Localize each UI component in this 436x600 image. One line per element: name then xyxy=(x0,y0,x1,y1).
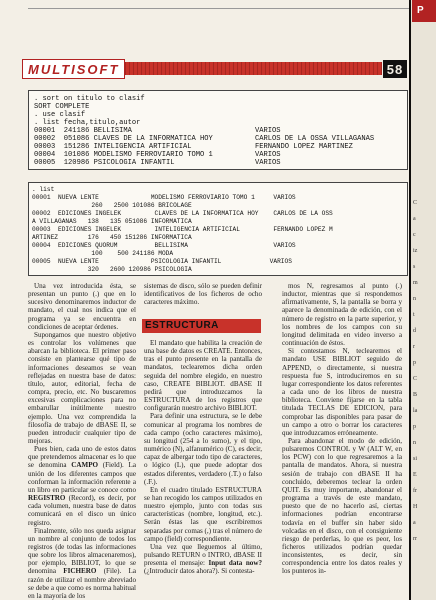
facing-page-fragment: t xyxy=(413,312,415,318)
paragraph: El mandato que habilita la creación de una base de datos es CREATE. Entonces, tras el punto presente en la pantalla de mandatos, teclearemos dicha orden seguida del nombre elegido, en nuestro caso, CREATE BIBLIOT. dBASE II pedirá que introduzcamos la ESTRUCTURA de los registros que configurarán nuestro archivo BIBLIOT. xyxy=(144,339,262,413)
facing-page-fragment: n xyxy=(413,296,416,302)
column-3 xyxy=(282,282,402,576)
listing-1-line: 00005 120986 PSICOLOGIA INFANTIL xyxy=(34,159,175,167)
listing-1-line: 00001 241186 BELLISIMA xyxy=(34,127,132,135)
listing-1-line: 00002 051086 CLAVES DE LA INFORMATICA HOY xyxy=(34,135,213,143)
page-number: 58 xyxy=(386,61,404,77)
paragraph: Para abandonar el modo de edición, pulsaremos CONTROL y W (ALT W, en los PCW) con lo que regresaremos a la pantalla de mandatos. Ahora, si nuestra sesión de trabajo con dBASE II ha concluido, deberemos teclear la orden QUIT. Es muy importante, abandonar el programa a través de este mandato, puesto que de no hacerlo así, ciertas informaciones podrían encontrarse todavía en el buffer sin haber sido volcadas en el disco, con el consiguiente riesgo de perderlas, lo que es peor, los ficheros utilizados podrían quedar inconsistentes, es decir, sin correspondencia entre los datos reales y los punteros in- xyxy=(282,436,402,576)
paragraph: Si contestamos N, teclearemos el mandato USE BIBLIOT seguido de APPEND, o directamente, si nuestra respuesta fue S, introduciremos en su lugar correspondiente los datos referentes a cada uno de los libros de nuestra biblioteca. Conviene fijarse en la tabla titulada TECLAS DE EDICION, para comprobar las disponibles para pasar de un campo a otro o borrar los caracteres que introduzcamos erróneamente. xyxy=(282,347,402,437)
facing-page-fragment: E xyxy=(413,472,417,478)
facing-page-fragment: si xyxy=(413,456,418,462)
facing-page-fragment: p xyxy=(413,360,416,366)
listing-2-line: 320 2600 120986 PSICOLOGIA xyxy=(32,266,192,273)
listing-2-line: ARTINEZ 176 450 151286 INFORMATICA xyxy=(32,234,192,241)
listing-1-line: . list fecha,titulo,autor xyxy=(34,119,141,127)
facing-page-fragment: a xyxy=(413,520,416,526)
listing-box-1 xyxy=(28,90,408,170)
listing-1-line: CARLOS DE LA OSSA VILLAGANAS xyxy=(255,135,375,143)
top-rule xyxy=(28,8,409,9)
facing-page-fragment: r xyxy=(413,344,415,350)
facing-page-fragment: B xyxy=(413,392,418,398)
paragraph: Una vez que lleguemos al último, pulsando RETURN o INTRO, dBASE II presenta el mensaje: Input data now? (¿Introducir datos ahora?). Si contesta- xyxy=(144,542,262,576)
facing-page-fragment: n xyxy=(413,440,416,446)
facing-page-fragment: a xyxy=(413,216,416,222)
facing-page-edge xyxy=(411,0,436,600)
listing-1-line: . sort on titulo to clasif xyxy=(34,95,145,103)
brand-logo xyxy=(22,59,125,79)
paragraph: mos N, regresamos al punto (.) inductor, mientras que si respondemos afirmativamente, S, la pantalla se borra y aparece la denominada de edición, con el número de registro en la parte superior, y los nombres de los campos con su longitud delimitada en video inverso a continuación de éstos. xyxy=(282,282,402,348)
listing-box-2 xyxy=(28,182,408,276)
facing-page-fragment: p xyxy=(413,424,416,430)
listing-1-line: VARIOS xyxy=(255,151,281,159)
listing-1-line: 00004 101086 MODELISMO FERROVIARIO TOMO 1 xyxy=(34,151,213,159)
facing-page-fragment: iz xyxy=(413,248,418,254)
listing-1-line: VARIOS xyxy=(255,159,281,167)
section-heading-box xyxy=(142,319,261,333)
brand-name: MULTISOFT xyxy=(28,61,120,77)
listing-1-line: VARIOS xyxy=(255,127,281,135)
facing-page-fragment: C xyxy=(413,376,418,382)
facing-page-fragment: rr xyxy=(413,536,417,542)
listing-2-line: 100 500 241186 MODA xyxy=(32,250,174,257)
facing-page-fragment: c xyxy=(413,232,416,238)
listing-1-line: 00003 151286 INTELIGENCIA ARTIFICIAL xyxy=(34,143,192,151)
paragraph: En el cuadro titulado ESTRUCTURA se han recogido los campos utilizados en nuestro ejemplo, junto con todas sus características (nombre, longitud, etc.). Serán éstas las que escribiremos separadas por comas (,) tras el número de campo (field) correspondiente. xyxy=(144,485,262,543)
column-2-intro-text: sistemas de disco, sólo se pueden definir identificativos de los ficheros de ocho caracteres máximo. xyxy=(144,282,262,307)
column-2 xyxy=(144,339,262,576)
listing-2-line: A VILLAGANAS 138 135 051086 INFORMATICA xyxy=(32,218,192,225)
facing-page-fragment: s xyxy=(413,264,416,270)
page-number-box xyxy=(383,60,407,78)
facing-page-fragment: fr xyxy=(413,488,417,494)
facing-page-header: P xyxy=(412,0,436,22)
listing-2-line: 00004 EDICIONES QUORUM BELLISIMA VARIOS xyxy=(32,242,296,249)
column-2-intro xyxy=(144,282,262,306)
listing-1-line: FERNANDO LOPEZ MARTINEZ xyxy=(255,143,353,151)
paragraph: Para definir una estructura, se le debe comunicar al programa los nombres de cada campo (ocho caracteres máximo), su longitud (254 a lo sumo), y el tipo, numérico (N), alfanumérico (C), es decir, capaz de albergar todo tipo de caracteres, o lógico (L), que puede adoptar dos estados diferentes, verdadero (.T.) o falso (.F.). xyxy=(144,412,262,486)
paragraph: Finalmente, sólo nos queda asignar un nombre al conjunto de todos los registros (de todas las informaciones que sobre los libros almacenaremos), por ejemplo, BIBLIOT, lo que se denomina FICHERO (File). La razón de utilizar el nombre abreviado se debe a que como es norma habitual en la mayoría de los xyxy=(28,526,137,600)
listing-2-line: 00002 EDICIONES INGELEK CLAVES DE LA INFORMATICA HOY CARLOS DE LA OSS xyxy=(32,210,333,217)
listing-1-line: . use clasif xyxy=(34,111,86,119)
paragraph: Una vez introducida ésta, se presentan un punto (.) que en lo sucesivo denominaremos inductor de mandato, el cual nos indica que el programa ya se encuentra en condiciones de aceptar órdenes. xyxy=(28,282,136,331)
facing-page-fragment: m xyxy=(413,280,418,286)
listing-1-line: SORT COMPLETE xyxy=(34,103,90,111)
section-heading: ESTRUCTURA xyxy=(145,320,219,331)
listing-2-line: 00003 EDICIONES INGELEK INTELIGENCIA ARTIFICIAL FERNANDO LOPEZ M xyxy=(32,226,333,233)
column-1 xyxy=(28,282,136,600)
facing-page-fragment: C xyxy=(413,200,418,206)
listing-2-line: 260 2500 101086 BRICOLAGE xyxy=(32,202,192,209)
paragraph: Supongamos que nuestro objetivo es controlar los volúmenes que abarcan la biblioteca. El primer paso consiste en plantearse qué tipo de informaciones deseamos se vean reflejadas en nuestra base de datos: título, autor, editorial, fecha de compra, precio, etc. No buscaremos excesivas complicaciones para no embarullar inútilmente nuestro ejemplo. Una vez comprendida la filosofía de trabajo de dBASE II, se pueden introducir cualquier tipo de mejoras. xyxy=(28,330,136,445)
paragraph: Pues bien, cada uno de estos datos que pretendemos almacenar es lo que se denomina CAMPO (Field). La unión de los diferentes campos que conforman la información referente a un libro en particular se conoce como REGISTRO (Record), es decir, por cada volumen, nuestra base de datos comunicará en el disco un único registro. xyxy=(28,445,136,527)
facing-page-fragment: la xyxy=(413,408,418,414)
facing-page-fragment: H xyxy=(413,504,418,510)
facing-page-fragment: d xyxy=(413,328,416,334)
listing-2-line: . list xyxy=(32,186,55,193)
listing-2-line: 00005 NUEVA LENTE PSICOLOGIA INFANTIL VARIOS xyxy=(32,258,292,265)
listing-2-line: 00001 NUEVA LENTE MODELISMO FERROVIARIO TOMO 1 VARIOS xyxy=(32,194,296,201)
